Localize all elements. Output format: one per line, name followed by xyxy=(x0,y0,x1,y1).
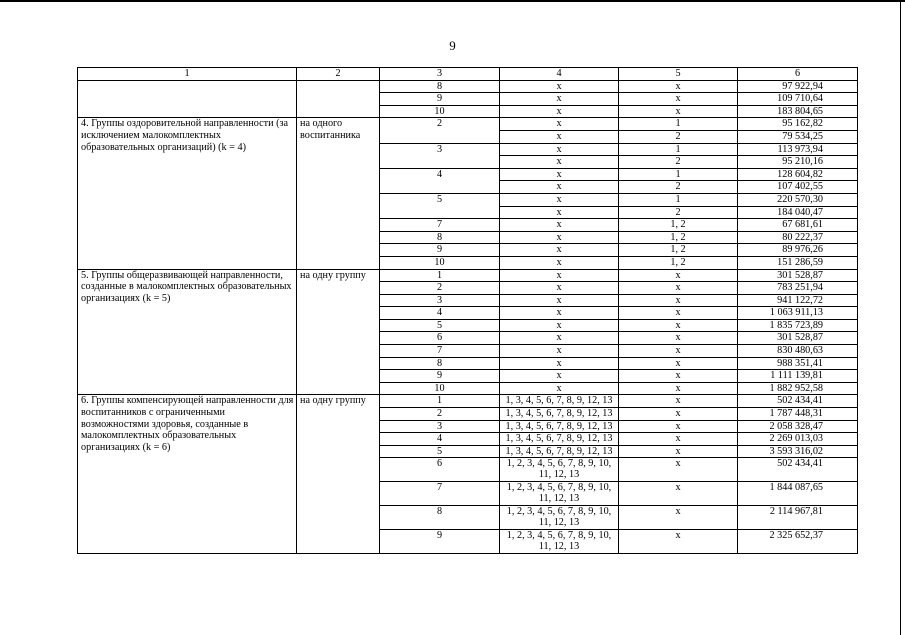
mode-cell: x xyxy=(619,294,738,307)
mode-cell: x xyxy=(619,506,738,530)
amount-cell: 1 835 723,89 xyxy=(738,319,858,332)
mode-cell: 2 xyxy=(619,206,738,219)
amount-cell: 79 534,25 xyxy=(738,130,858,143)
mode-cell: 1 xyxy=(619,168,738,181)
age-cell: 4 xyxy=(380,307,500,320)
amount-cell: 301 528,87 xyxy=(738,269,858,282)
table-row xyxy=(78,118,858,131)
diseases-cell: 1, 3, 4, 5, 6, 7, 8, 9, 12, 13 xyxy=(500,408,619,421)
empty-cell xyxy=(297,80,380,118)
mode-cell: x xyxy=(619,433,738,446)
age-cell: 2 xyxy=(380,282,500,295)
amount-cell: 109 710,64 xyxy=(738,93,858,106)
diseases-cell: 1, 3, 4, 5, 6, 7, 8, 9, 12, 13 xyxy=(500,445,619,458)
amount-cell: 830 480,63 xyxy=(738,345,858,358)
diseases-cell: x xyxy=(500,319,619,332)
mode-cell: x xyxy=(619,105,738,118)
age-cell: 3 xyxy=(380,420,500,433)
age-cell: 8 xyxy=(380,80,500,93)
age-cell: 8 xyxy=(380,506,500,530)
diseases-cell: x xyxy=(500,332,619,345)
age-cell: 3 xyxy=(380,143,500,168)
age-cell: 10 xyxy=(380,105,500,118)
amount-cell: 113 973,94 xyxy=(738,143,858,156)
diseases-cell: 1, 3, 4, 5, 6, 7, 8, 9, 12, 13 xyxy=(500,433,619,446)
age-cell: 9 xyxy=(380,370,500,383)
age-cell: 5 xyxy=(380,319,500,332)
mode-cell: x xyxy=(619,420,738,433)
mode-cell: x xyxy=(619,530,738,554)
mode-cell: x xyxy=(619,307,738,320)
amount-cell: 301 528,87 xyxy=(738,332,858,345)
diseases-cell: x xyxy=(500,181,619,194)
amount-cell: 502 434,41 xyxy=(738,458,858,482)
mode-cell: x xyxy=(619,370,738,383)
mode-cell: 1, 2 xyxy=(619,219,738,232)
mode-cell: 1 xyxy=(619,143,738,156)
age-cell: 1 xyxy=(380,269,500,282)
diseases-cell: x xyxy=(500,370,619,383)
tariff-table xyxy=(77,67,858,554)
age-cell: 10 xyxy=(380,256,500,269)
diseases-cell: x xyxy=(500,282,619,295)
diseases-cell: x xyxy=(500,206,619,219)
age-cell: 8 xyxy=(380,231,500,244)
page-number: 9 xyxy=(449,38,456,53)
diseases-cell: 1, 2, 3, 4, 5, 6, 7, 8, 9, 10, 11, 12, 13 xyxy=(500,530,619,554)
amount-cell: 941 122,72 xyxy=(738,294,858,307)
header-cell: 1 xyxy=(78,68,297,81)
age-cell: 9 xyxy=(380,93,500,106)
header-cell: 2 xyxy=(297,68,380,81)
amount-cell: 151 286,59 xyxy=(738,256,858,269)
amount-cell: 1 063 911,13 xyxy=(738,307,858,320)
amount-cell: 80 222,37 xyxy=(738,231,858,244)
amount-cell: 184 040,47 xyxy=(738,206,858,219)
mode-cell: x xyxy=(619,269,738,282)
mode-cell: 2 xyxy=(619,156,738,169)
diseases-cell: x xyxy=(500,382,619,395)
table-row xyxy=(78,395,858,408)
amount-cell: 95 210,16 xyxy=(738,156,858,169)
amount-cell: 502 434,41 xyxy=(738,395,858,408)
amount-cell: 220 570,30 xyxy=(738,193,858,206)
header-cell: 6 xyxy=(738,68,858,81)
mode-cell: 1, 2 xyxy=(619,244,738,257)
age-cell: 9 xyxy=(380,244,500,257)
diseases-cell: 1, 3, 4, 5, 6, 7, 8, 9, 12, 13 xyxy=(500,395,619,408)
mode-cell: x xyxy=(619,80,738,93)
amount-cell: 67 681,61 xyxy=(738,219,858,232)
group-title: 6. Группы компенсирующей направленности для воспитанников с ограниченными возможностями здоровья, созданные в малокомплектных образовательных организациях (k = 6) xyxy=(78,395,297,554)
amount-cell: 1 787 448,31 xyxy=(738,408,858,421)
diseases-cell: 1, 2, 3, 4, 5, 6, 7, 8, 9, 10, 11, 12, 13 xyxy=(500,506,619,530)
table-row xyxy=(78,80,858,93)
diseases-cell: 1, 2, 3, 4, 5, 6, 7, 8, 9, 10, 11, 12, 13 xyxy=(500,458,619,482)
group-unit: на одну группу xyxy=(297,269,380,395)
mode-cell: 1 xyxy=(619,118,738,131)
mode-cell: 1, 2 xyxy=(619,256,738,269)
mode-cell: x xyxy=(619,408,738,421)
mode-cell: x xyxy=(619,93,738,106)
empty-cell xyxy=(78,80,297,118)
amount-cell: 2 325 652,37 xyxy=(738,530,858,554)
diseases-cell: x xyxy=(500,231,619,244)
mode-cell: x xyxy=(619,395,738,408)
amount-cell: 97 922,94 xyxy=(738,80,858,93)
mode-cell: x xyxy=(619,282,738,295)
age-cell: 2 xyxy=(380,408,500,421)
amount-cell: 107 402,55 xyxy=(738,181,858,194)
page-top-border xyxy=(0,0,905,2)
amount-cell: 183 804,65 xyxy=(738,105,858,118)
diseases-cell: x xyxy=(500,357,619,370)
amount-cell: 2 269 013,03 xyxy=(738,433,858,446)
amount-cell: 128 604,82 xyxy=(738,168,858,181)
amount-cell: 988 351,41 xyxy=(738,357,858,370)
amount-cell: 1 111 139,81 xyxy=(738,370,858,383)
group-title: 5. Группы общеразвивающей направленности, созданные в малокомплектных образовательных организациях (k = 5) xyxy=(78,269,297,395)
amount-cell: 3 593 316,02 xyxy=(738,445,858,458)
age-cell: 1 xyxy=(380,395,500,408)
mode-cell: x xyxy=(619,357,738,370)
diseases-cell: x xyxy=(500,244,619,257)
age-cell: 9 xyxy=(380,530,500,554)
diseases-cell: x xyxy=(500,256,619,269)
diseases-cell: x xyxy=(500,345,619,358)
group-title: 4. Группы оздоровительной направленности (за исключением малокомплектных образовательных организаций) (k = 4) xyxy=(78,118,297,269)
mode-cell: x xyxy=(619,482,738,506)
age-cell: 8 xyxy=(380,357,500,370)
diseases-cell: x xyxy=(500,80,619,93)
group-unit: на одного воспитанника xyxy=(297,118,380,269)
mode-cell: x xyxy=(619,319,738,332)
mode-cell: x xyxy=(619,345,738,358)
age-cell: 7 xyxy=(380,482,500,506)
group-unit: на одну группу xyxy=(297,395,380,554)
amount-cell: 783 251,94 xyxy=(738,282,858,295)
table-body xyxy=(78,68,858,554)
age-cell: 6 xyxy=(380,458,500,482)
diseases-cell: x xyxy=(500,294,619,307)
diseases-cell: x xyxy=(500,219,619,232)
mode-cell: 1, 2 xyxy=(619,231,738,244)
mode-cell: x xyxy=(619,445,738,458)
mode-cell: x xyxy=(619,332,738,345)
amount-cell: 2 114 967,81 xyxy=(738,506,858,530)
page-right-border xyxy=(900,0,901,635)
diseases-cell: x xyxy=(500,156,619,169)
mode-cell: 1 xyxy=(619,193,738,206)
header-cell: 3 xyxy=(380,68,500,81)
age-cell: 10 xyxy=(380,382,500,395)
diseases-cell: x xyxy=(500,269,619,282)
mode-cell: x xyxy=(619,458,738,482)
age-cell: 4 xyxy=(380,433,500,446)
diseases-cell: x xyxy=(500,143,619,156)
age-cell: 7 xyxy=(380,345,500,358)
amount-cell: 95 162,82 xyxy=(738,118,858,131)
mode-cell: x xyxy=(619,382,738,395)
age-cell: 5 xyxy=(380,445,500,458)
diseases-cell: x xyxy=(500,93,619,106)
age-cell: 6 xyxy=(380,332,500,345)
age-cell: 7 xyxy=(380,219,500,232)
age-cell: 3 xyxy=(380,294,500,307)
amount-cell: 1 844 087,65 xyxy=(738,482,858,506)
diseases-cell: 1, 3, 4, 5, 6, 7, 8, 9, 12, 13 xyxy=(500,420,619,433)
diseases-cell: x xyxy=(500,168,619,181)
diseases-cell: x xyxy=(500,105,619,118)
amount-cell: 1 882 952,58 xyxy=(738,382,858,395)
age-cell: 4 xyxy=(380,168,500,193)
diseases-cell: x xyxy=(500,118,619,131)
mode-cell: 2 xyxy=(619,181,738,194)
diseases-cell: x xyxy=(500,193,619,206)
header-cell: 5 xyxy=(619,68,738,81)
mode-cell: 2 xyxy=(619,130,738,143)
header-cell: 4 xyxy=(500,68,619,81)
age-cell: 5 xyxy=(380,193,500,218)
amount-cell: 2 058 328,47 xyxy=(738,420,858,433)
amount-cell: 89 976,26 xyxy=(738,244,858,257)
diseases-cell: x xyxy=(500,130,619,143)
table-row xyxy=(78,269,858,282)
diseases-cell: 1, 2, 3, 4, 5, 6, 7, 8, 9, 10, 11, 12, 13 xyxy=(500,482,619,506)
age-cell: 2 xyxy=(380,118,500,143)
diseases-cell: x xyxy=(500,307,619,320)
header-row xyxy=(78,68,858,81)
